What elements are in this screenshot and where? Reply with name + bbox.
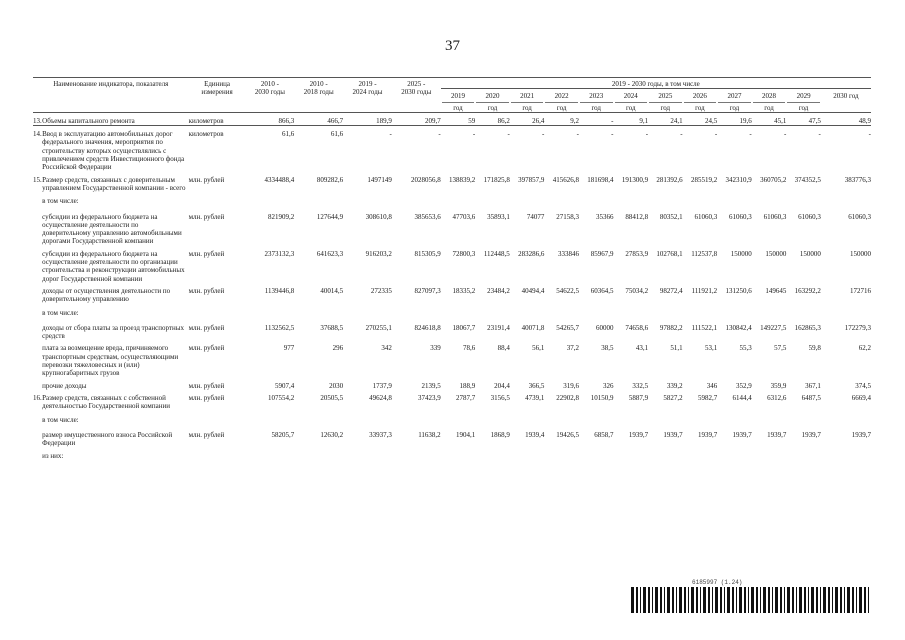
unit-cell: млн. рублей <box>188 393 225 402</box>
value-cell: 61,6 <box>282 130 295 139</box>
value-cell: 61060,3 <box>694 212 718 221</box>
indicator-name: Объемы капитального ремонта <box>42 112 188 125</box>
indicator-name: доходы от сбора платы за проезд транспортных средств <box>42 323 184 341</box>
value-cell: 27158,3 <box>556 212 579 221</box>
value-cell: 40494,4 <box>521 286 545 295</box>
value-cell: 72800,3 <box>452 249 476 258</box>
header-year-cell: 2028 год <box>752 89 787 113</box>
table-row <box>33 320 871 341</box>
value-cell: 57,5 <box>774 344 787 353</box>
header-year-cell: 2023 год <box>579 89 614 113</box>
value-cell: 5982,7 <box>697 393 718 402</box>
value-cell: 60364,5 <box>590 286 614 295</box>
value-cell: 45,1 <box>752 112 787 125</box>
value-cell: 191300,9 <box>621 175 649 184</box>
value-cell: 43,1 <box>635 344 649 353</box>
value-cell: 296 <box>332 344 344 353</box>
unit-cell: млн. рублей <box>188 381 225 390</box>
header-period-cell: 2019 - 2024 годы <box>343 78 392 113</box>
value-cell: 61060,3 <box>848 212 871 221</box>
value-cell: 149227,5 <box>760 323 787 332</box>
header-period-cell: 2010 - 2018 годы <box>294 78 343 113</box>
value-cell: 112537,8 <box>691 249 718 258</box>
value-cell: 40014,5 <box>320 286 344 295</box>
value-cell: 1132562,5 <box>264 323 295 332</box>
value-cell: 149645 <box>765 286 787 295</box>
value-cell: 333846 <box>557 249 579 258</box>
page-number: 37 <box>445 38 460 54</box>
value-cell: 1939,7 <box>732 430 752 439</box>
value-cell: - <box>579 112 614 125</box>
value-cell: 54622,5 <box>556 286 579 295</box>
row-number <box>33 283 42 304</box>
value-cell: 374,5 <box>855 381 871 390</box>
value-cell: - <box>611 130 614 139</box>
value-cell: 38,5 <box>601 344 614 353</box>
value-cell: 272335 <box>370 286 392 295</box>
value-cell: 824618,8 <box>414 323 441 332</box>
value-cell: 1904,1 <box>456 430 476 439</box>
value-cell: 359,9 <box>770 381 787 390</box>
value-cell: 58205,7 <box>271 430 295 439</box>
value-cell: 61060,3 <box>763 212 787 221</box>
value-cell: 319,6 <box>563 381 579 390</box>
value-cell: 360705,2 <box>760 175 787 184</box>
value-cell: 342310,9 <box>725 175 752 184</box>
value-cell: 107554,2 <box>268 393 295 402</box>
table-row <box>33 172 871 193</box>
value-cell: 54265,7 <box>556 323 579 332</box>
value-cell: 285519,2 <box>690 175 718 184</box>
value-cell: 150000 <box>850 249 871 258</box>
row-number: 15. <box>33 175 42 184</box>
value-cell: 12630,2 <box>320 430 344 439</box>
value-cell: 55,3 <box>739 344 752 353</box>
value-cell: 22902,8 <box>556 393 579 402</box>
header-year-cell: 2020 год <box>475 89 510 113</box>
value-cell: 270255,1 <box>365 323 392 332</box>
header-unit-cell: Единица измерения <box>189 78 246 113</box>
value-cell: 346 <box>706 381 718 390</box>
value-cell: 332,5 <box>632 381 649 390</box>
unit-cell: млн. рублей <box>188 286 225 295</box>
value-cell: 10150,9 <box>590 393 614 402</box>
value-cell: 37688,5 <box>320 323 344 332</box>
value-cell: 18335,2 <box>452 286 476 295</box>
row-number <box>33 209 42 246</box>
value-cell: 47,5 <box>786 112 821 125</box>
value-cell: 641623,3 <box>316 249 344 258</box>
header-year-cell: 2026 год <box>683 89 718 113</box>
value-cell: 56,1 <box>532 344 545 353</box>
value-cell: 352,9 <box>736 381 752 390</box>
value-cell: 2030 <box>329 381 344 390</box>
header-year-cell: 2025 год <box>648 89 683 113</box>
value-cell: 2373132,3 <box>264 249 295 258</box>
value-cell: 59,8 <box>808 344 821 353</box>
value-cell: - <box>645 130 649 139</box>
value-cell: 102768,1 <box>656 249 683 258</box>
value-cell: 342 <box>381 344 392 353</box>
value-cell: 74077 <box>526 212 545 221</box>
value-cell: - <box>749 130 752 139</box>
value-cell: 37423,9 <box>417 393 441 402</box>
value-cell: 204,4 <box>494 381 510 390</box>
value-cell: 1139446,8 <box>264 286 295 295</box>
unit-cell: млн. рублей <box>188 430 225 439</box>
value-cell: 162865,3 <box>794 323 821 332</box>
value-cell: - <box>389 130 392 139</box>
value-cell: - <box>438 130 441 139</box>
value-cell: 181698,4 <box>587 175 614 184</box>
row-number <box>33 378 42 390</box>
value-cell: - <box>714 130 718 139</box>
unit-cell: километров <box>188 130 224 139</box>
value-cell: 815305,9 <box>414 249 441 258</box>
value-cell: 172716 <box>850 286 871 295</box>
value-cell: 27853,9 <box>625 249 649 258</box>
value-cell: 163292,2 <box>794 286 821 295</box>
value-cell: 4739,1 <box>525 393 545 402</box>
value-cell: 466,7 <box>294 112 343 125</box>
value-cell: 1939,7 <box>697 430 718 439</box>
value-cell: 24,5 <box>683 112 718 125</box>
value-cell: 61060,3 <box>729 212 752 221</box>
value-cell: 112448,5 <box>483 249 510 258</box>
value-cell: 866,3 <box>246 112 295 125</box>
value-cell: 397857,9 <box>518 175 545 184</box>
value-cell: 5827,2 <box>663 393 683 402</box>
value-cell: 80352,1 <box>659 212 683 221</box>
row-number <box>33 246 42 283</box>
value-cell: 4334488,4 <box>264 175 295 184</box>
table-row <box>33 390 871 411</box>
subheading-text: в том числе: <box>42 197 79 206</box>
value-cell: 1939,7 <box>851 430 871 439</box>
value-cell: 415626,8 <box>552 175 579 184</box>
value-cell: 367,1 <box>805 381 821 390</box>
row-number: 13. <box>33 112 42 125</box>
value-cell: 131250,6 <box>725 286 752 295</box>
indicators-table <box>33 77 871 464</box>
value-cell: 59 <box>441 112 476 125</box>
value-cell: 283286,6 <box>518 249 545 258</box>
value-cell: 821909,2 <box>268 212 295 221</box>
unit-cell: млн. рублей <box>188 249 225 258</box>
value-cell: 188,9 <box>459 381 476 390</box>
value-cell: 6669,4 <box>851 393 871 402</box>
value-cell: 51,1 <box>670 344 683 353</box>
header-year-cell: 2030 год <box>821 89 871 113</box>
value-cell: 24,1 <box>648 112 683 125</box>
value-cell: 383776,3 <box>844 175 871 184</box>
subheading-text: из них: <box>42 452 64 461</box>
subheading-row <box>33 447 871 463</box>
value-cell: 47703,6 <box>452 212 476 221</box>
indicator-name: плата за возмещение вреда, причиняемого транспортным средствам, осуществляющими перевозки тяжеловесных и (или) крупногабаритных грузов <box>42 344 179 378</box>
table-row <box>33 427 871 448</box>
value-cell: 1939,7 <box>628 430 649 439</box>
value-cell: 2139,5 <box>421 381 441 390</box>
value-cell: 339 <box>430 344 441 353</box>
value-cell: 33937,3 <box>369 430 392 439</box>
value-cell: 97882,2 <box>659 323 683 332</box>
value-cell: - <box>507 130 510 139</box>
value-cell: 6144,4 <box>732 393 752 402</box>
value-cell: 6858,7 <box>594 430 614 439</box>
header-period-cell: 2025 - 2030 годы <box>392 78 441 113</box>
value-cell: 23191,4 <box>487 323 510 332</box>
value-cell: 111921,2 <box>691 286 718 295</box>
indicator-name: Размер средств, связанных с собственной деятельностью Государственной компании <box>42 393 170 411</box>
value-cell: 37,2 <box>566 344 579 353</box>
value-cell: 53,1 <box>704 344 718 353</box>
subheading-row <box>33 304 871 320</box>
value-cell: 49624,8 <box>369 393 392 402</box>
value-cell: 88412,8 <box>625 212 649 221</box>
value-cell: 48,9 <box>821 112 871 125</box>
value-cell: 40071,8 <box>521 323 545 332</box>
value-cell: - <box>680 130 683 139</box>
value-cell: 2787,7 <box>456 393 476 402</box>
row-number <box>33 320 42 341</box>
value-cell: 19,6 <box>717 112 752 125</box>
value-cell: 9,1 <box>614 112 649 125</box>
value-cell: 61060,3 <box>798 212 821 221</box>
value-cell: 88,4 <box>497 344 510 353</box>
value-cell: 138839,2 <box>449 175 476 184</box>
value-cell: 171825,8 <box>483 175 510 184</box>
header-year-cell: 2027 год <box>717 89 752 113</box>
value-cell: 5907,4 <box>275 381 295 390</box>
value-cell: 98272,4 <box>659 286 683 295</box>
subheading-text: в том числе: <box>42 308 79 317</box>
value-cell: 209,7 <box>392 112 441 125</box>
indicator-name: Ввод в эксплуатацию автомобильных дорог федерального значения, мероприятия по строительству которых осуществлялись с привлечением средств Инвестиционного фонда Российской Федерации <box>42 130 185 172</box>
subheading-text: в том числе: <box>42 415 79 424</box>
value-cell: - <box>576 130 579 139</box>
value-cell: 74658,6 <box>625 323 649 332</box>
header-period-cell: 2010 - 2030 годы <box>246 78 295 113</box>
indicator-name: прочие доходы <box>42 381 87 390</box>
table-header <box>33 78 871 113</box>
value-cell: 1939,7 <box>663 430 683 439</box>
value-cell: 977 <box>283 344 295 353</box>
barcode <box>631 587 871 613</box>
value-cell: - <box>542 130 545 139</box>
value-cell: 366,5 <box>528 381 545 390</box>
value-cell: 23484,2 <box>487 286 510 295</box>
value-cell: 60000 <box>596 323 614 332</box>
indicator-name: субсидии из федерального бюджета на осуществление деятельности по доверительному управлению автомобильными дорогами Государственной компании <box>42 212 182 246</box>
value-cell: - <box>868 130 871 139</box>
value-cell: 827097,3 <box>414 286 441 295</box>
value-cell: 11638,2 <box>418 430 441 439</box>
value-cell: 61,6 <box>330 130 344 139</box>
value-cell: 85967,9 <box>590 249 614 258</box>
header-year-cell: 2024 год <box>614 89 649 113</box>
indicator-name: Размер средств, связанных с доверительным управлением Государственной компании - всего <box>42 175 186 192</box>
value-cell: 326 <box>603 381 614 390</box>
value-cell: 9,2 <box>544 112 579 125</box>
unit-cell: километров <box>189 112 246 125</box>
value-cell: 62,2 <box>858 344 871 353</box>
value-cell: 1868,9 <box>490 430 510 439</box>
table-row <box>33 246 871 283</box>
header-year-cell: 2029 год <box>786 89 821 113</box>
row-number: 14. <box>33 130 42 139</box>
value-cell: 1939,7 <box>767 430 787 439</box>
value-cell: 172279,3 <box>844 323 871 332</box>
value-cell: 18067,7 <box>452 323 476 332</box>
value-cell: - <box>472 130 476 139</box>
value-cell: 916203,2 <box>365 249 392 258</box>
value-cell: - <box>783 130 787 139</box>
value-cell: 86,2 <box>475 112 510 125</box>
value-cell: 19426,5 <box>556 430 579 439</box>
value-cell: 2028056,8 <box>410 175 441 184</box>
value-cell: 385653,6 <box>414 212 441 221</box>
table-body <box>33 112 871 463</box>
document-stamp: 6185997 (1.24) <box>692 579 743 586</box>
value-cell: 1939,7 <box>801 430 821 439</box>
value-cell: 6487,5 <box>801 393 821 402</box>
table-row <box>33 340 871 377</box>
table-row <box>33 126 871 172</box>
value-cell: 1737,9 <box>372 381 392 390</box>
table-row <box>33 378 871 390</box>
indicator-name: доходы от осуществления деятельности по доверительному управлению <box>42 286 171 304</box>
unit-cell: млн. рублей <box>188 344 225 353</box>
value-cell: 35366 <box>596 212 614 221</box>
value-cell: 1497149 <box>367 175 392 184</box>
value-cell: 127644,9 <box>316 212 344 221</box>
header-year-cell: 2021 год <box>510 89 545 113</box>
row-number <box>33 340 42 377</box>
value-cell: 374352,5 <box>794 175 821 184</box>
value-cell: - <box>818 130 821 139</box>
table-row <box>33 209 871 246</box>
subheading-row <box>33 192 871 208</box>
value-cell: 130842,4 <box>725 323 752 332</box>
value-cell: 308610,8 <box>365 212 392 221</box>
value-cell: 1939,4 <box>525 430 545 439</box>
value-cell: 6312,6 <box>767 393 787 402</box>
value-cell: 111522,1 <box>691 323 718 332</box>
value-cell: 150000 <box>730 249 752 258</box>
value-cell: 75034,2 <box>625 286 649 295</box>
header-year-cell: 2019 год <box>441 89 476 113</box>
value-cell: 3156,5 <box>490 393 510 402</box>
table-row <box>33 112 871 125</box>
header-name-cell: Наименование индикатора, показателя <box>33 78 189 113</box>
indicator-name: субсидии из федерального бюджета на осуществление деятельности по организации строительства и реконструкции автомобильных дорог Государственной компании <box>42 249 185 283</box>
value-cell: 339,2 <box>666 381 683 390</box>
value-cell: 150000 <box>799 249 821 258</box>
indicator-name: размер имущественного взноса Российской Федерации <box>42 430 173 448</box>
row-number <box>33 427 42 448</box>
value-cell: 35893,1 <box>487 212 510 221</box>
row-number: 16. <box>33 393 42 402</box>
header-year-cell: 2022 год <box>544 89 579 113</box>
header-group-cell: 2019 - 2030 годы, в том числе <box>441 78 871 89</box>
value-cell: 189,9 <box>343 112 392 125</box>
value-cell: 809282,6 <box>316 175 344 184</box>
value-cell: 150000 <box>765 249 787 258</box>
unit-cell: млн. рублей <box>188 212 225 221</box>
value-cell: 78,6 <box>463 344 476 353</box>
value-cell: 281392,6 <box>656 175 683 184</box>
unit-cell: млн. рублей <box>188 175 225 184</box>
value-cell: 20505,5 <box>320 393 344 402</box>
unit-cell: млн. рублей <box>188 323 225 332</box>
subheading-row <box>33 411 871 427</box>
table-row <box>33 283 871 304</box>
value-cell: 26,4 <box>510 112 545 125</box>
value-cell: 5887,9 <box>628 393 649 402</box>
